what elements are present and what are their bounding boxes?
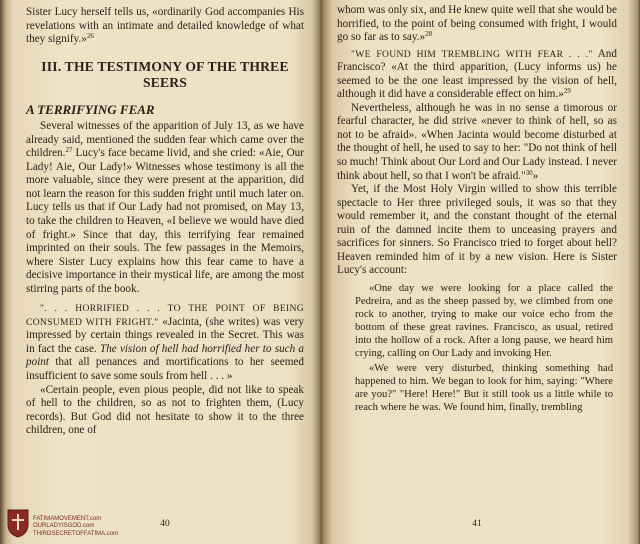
footnote-30: 30 (525, 168, 533, 177)
chapter-title: III. THE TESTIMONY OF THE THREE SEERS (41, 58, 289, 90)
right-page (337, 4, 617, 544)
quote-paragraph-1: «One day we were looking for a place called the Pedreira, and as the sheep passed by, we climbed from one rock to another, trying to make our voice echo from the bottom of these great ravines. Francisco, as usual, retired into the hollow of a rock. After a long pause, we heard him crying, calling on Our Lady and invoking Her. (355, 282, 613, 359)
footnote-26: 26 (86, 32, 94, 41)
right-page-number: 41 (472, 519, 482, 530)
watermark-line-1: FATIMAMOVEMENT.com (33, 515, 102, 522)
left-page (26, 6, 304, 544)
quote-paragraph-2: «We were very disturbed, thinking something had happened to him. We began to look for him, saying: "Where are you?" "Here! Here!" But it still took us a little while to reach where he was. We found him, finally, trembling (355, 362, 613, 413)
r-p2-text: Nevertheless, although he was in no sense a timorous or fearful character, he did strive «never to think of hell, so as not to be afraid». «When Jacinta would become disturbed at the thought of hell, he used to say to her: "Do not think of hell so much! Think about Our Lord and Our Lady instead. I never think about hell, so that I won't be afraid." (337, 101, 617, 182)
p2-italic: The vision of hell had horrified her to such a point (26, 342, 304, 369)
p2-text-a: «Jacinta, (she writes) was very impressed by certain things revealed in the Secret. This was in fact the case. (26, 315, 304, 355)
footnote-27: 27 (65, 146, 73, 155)
p2-text-b: that all penances and mortifications to her seemed insufficient to save some souls from hell . . . » (26, 356, 304, 383)
r-p2-end: » (532, 169, 539, 182)
right-paragraph-2 (337, 102, 617, 183)
left-paragraph-3: «Certain people, even pious people, did not like to speak of hell to the children, so as not to frighten them, (Lucy records). But God did not hesitate to show it to the three children, one of (26, 383, 304, 437)
watermark-logo (6, 488, 136, 538)
crest-icon (6, 508, 30, 538)
continuation-text: whom was only six, and He knew quite well that she would be horrified, to the point of being consumed with fright, I would go so far as to say.» (337, 4, 617, 44)
left-intro-paragraph (26, 6, 304, 47)
right-paragraph-3: Yet, if the Most Holy Virgin willed to show this terrible spectacle to Her three privileged souls, it was so that they would remember it, and the constant thought of the eternal ruin of the damned incite them to unceasing prayers and sacrifices for sinners. So Francisco tried to forget about hell? Heaven reminded him of it by a new vision. Here is Sister Lucy's account: (337, 183, 617, 277)
p1-text-a: Several witnesses of the apparition of July 13, as we have already said, mentioned the sudden fear which came over the children. (26, 120, 304, 160)
watermark-text (33, 516, 118, 539)
right-continuation-paragraph (337, 4, 617, 45)
right-paragraph-1 (337, 48, 617, 102)
left-paragraph-1 (26, 120, 304, 296)
section-subhead: A TERRIFYING FEAR (26, 101, 155, 117)
intro-text: Sister Lucy herself tells us, «ordinarily God accompanies His revelations with an intimate and detailed knowledge of what they signify.» (26, 6, 304, 46)
p2-smallcaps-heading: ". . . HORRIFIED . . . TO THE POINT OF BEING CONSUMED WITH FRIGHT." (26, 303, 304, 328)
footnote-29: 29 (563, 87, 571, 96)
r-p1-smallcaps-heading: "WE FOUND HIM TREMBLING WITH FEAR . . ." (351, 48, 593, 60)
p1-text-b: Lucy's face became livid, and she cried: «Aie, Our Lady! Aie, Our Lady!» Witnesses whose testimony is all the more valuable, since they were present at the apparition, did not learn the reason for this sudden fright until much later on. Lucy tells us that if Our Lady had not promised, on May 13, to take the children to Heaven, «I believe we would have died of fright.» Since that day, this terrifying fear remained imprinted on their souls. The few passages in the Memoirs, where Sister Lucy explains how this fear came to have a decisive importance in their mystical life, are among the most stirring parts of the book. (26, 147, 304, 295)
left-page-number: 40 (160, 519, 170, 530)
footnote-28: 28 (425, 30, 433, 39)
left-paragraph-2 (26, 302, 304, 383)
watermark-line-2: OURLADYISGOD.com (33, 523, 95, 529)
watermark-line-3: THIRDSECRETOFFATIMA.com (33, 530, 119, 537)
r-p1-text: And Francisco? «At the third apparition, (Lucy informs us) he seemed to be the one least impressed by the vision of hell, although it did have a considerable effect on him.» (337, 47, 617, 101)
